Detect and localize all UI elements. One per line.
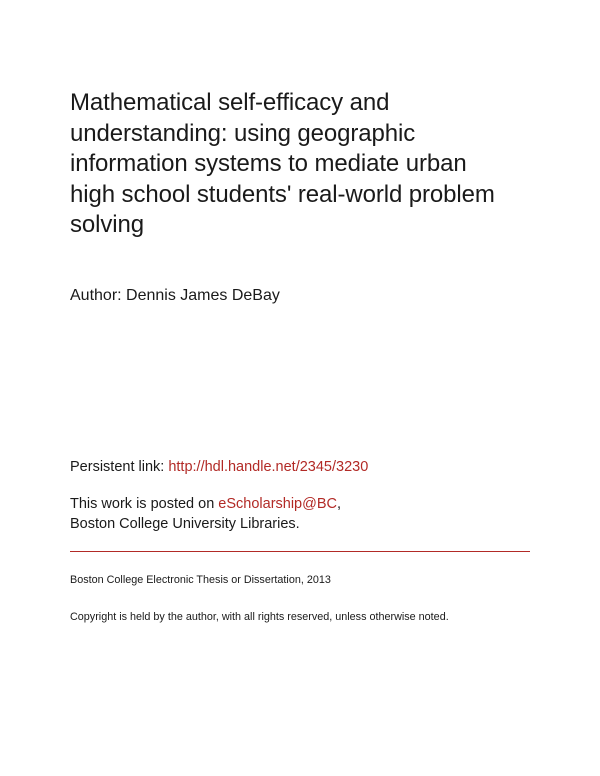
author-line: Author: Dennis James DeBay bbox=[70, 287, 280, 304]
title-line: information systems to mediate urban bbox=[70, 150, 467, 177]
title-line: Mathematical self-efficacy and bbox=[70, 89, 390, 116]
posted-line-2: Boston College University Libraries. bbox=[70, 516, 300, 532]
title-line: solving bbox=[70, 211, 145, 238]
copyright-note: Copyright is held by the author, with all rights reserved, unless otherwise noted. bbox=[70, 611, 449, 623]
persistent-link-label: Persistent link: bbox=[70, 459, 169, 475]
divider bbox=[70, 551, 530, 552]
posted-suffix: , bbox=[337, 496, 342, 512]
escholarship-link[interactable]: eScholarship@BC bbox=[218, 496, 337, 512]
posted-line-1 bbox=[70, 494, 341, 514]
title-line: understanding: using geographic bbox=[70, 119, 416, 147]
document-title bbox=[70, 88, 550, 241]
persistent-link-line bbox=[70, 458, 368, 476]
persistent-link[interactable]: http://hdl.handle.net/2345/3230 bbox=[168, 459, 369, 475]
posted-info bbox=[70, 494, 341, 534]
title-line: high school students' real-world problem bbox=[70, 180, 495, 208]
thesis-note: Boston College Electronic Thesis or Dissertation, 2013 bbox=[70, 574, 331, 586]
posted-prefix: This work is posted on bbox=[70, 496, 219, 512]
